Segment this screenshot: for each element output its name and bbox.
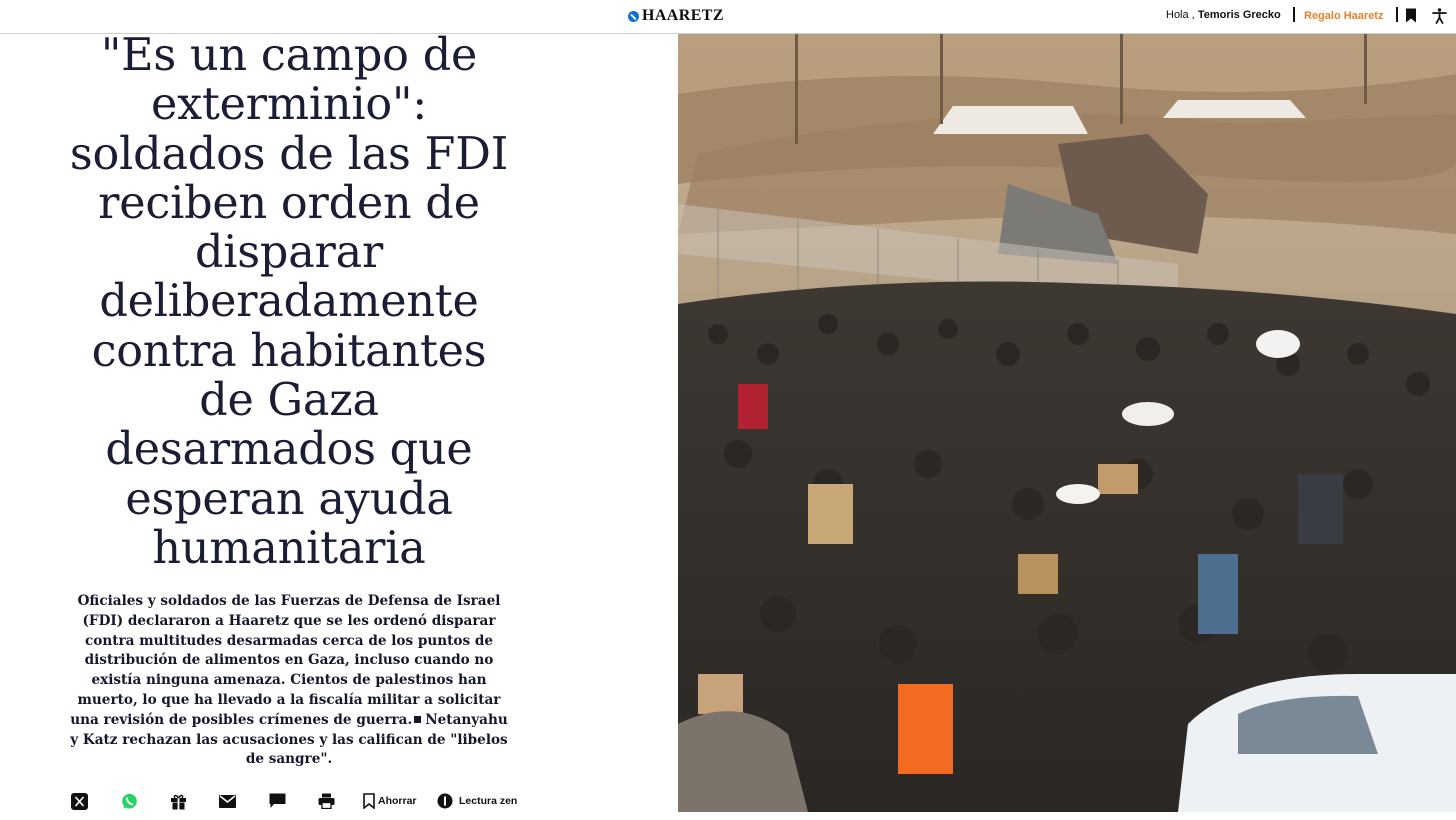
headline-line: desarmados que — [105, 424, 473, 476]
lede-line: (FDI) declararon a Haaretz que se les ordenó disparar — [82, 612, 496, 629]
lede-line: existía ninguna amenaza. Cientos de palestinos han — [91, 672, 487, 689]
headline-line: de Gaza — [199, 375, 379, 427]
lede-line: contra multitudes desarmadas cerca de los puntos de — [84, 632, 494, 649]
headline-line: contra habitantes — [91, 325, 487, 377]
headline-line: exterminio": — [150, 79, 428, 131]
lede-line: Netanyahu — [425, 711, 508, 728]
hero-photo-illustration — [678, 34, 1456, 812]
headline-line: humanitaria — [152, 522, 426, 574]
zen-reading-button[interactable] — [437, 792, 517, 810]
share-gift-button[interactable] — [170, 792, 187, 810]
headline-line: "Es un campo de — [100, 30, 478, 81]
headline-line: disparar — [194, 227, 384, 279]
headline-line: deliberadamente — [99, 276, 479, 328]
haaretz-logo[interactable] — [628, 7, 724, 25]
zen-icon — [437, 793, 453, 809]
headline-line: soldados de las FDI — [69, 128, 509, 180]
lede-line: muerto, lo que ha llevado a la fiscalía militar a solicitar — [77, 691, 501, 708]
whatsapp-icon — [121, 793, 138, 810]
header-divider — [1396, 7, 1398, 22]
bookmark-icon[interactable] — [1405, 8, 1419, 24]
logo-text: HAARETZ — [642, 7, 724, 24]
print-button[interactable] — [318, 792, 335, 810]
lede-line: una revisión de posibles crímenes de guerra. — [70, 711, 413, 728]
top-bar — [0, 0, 1456, 34]
share-toolbar — [0, 788, 620, 814]
header-divider — [1293, 7, 1295, 22]
zen-label: Lectura zen — [459, 795, 518, 807]
headline-line: esperan ayuda — [125, 473, 453, 525]
article-headline — [40, 31, 538, 573]
gift-haaretz-link[interactable]: Regalo Haaretz — [1304, 10, 1384, 22]
save-label: Ahorrar — [378, 795, 417, 807]
user-name: Temoris Grecko — [1197, 9, 1281, 21]
gift-icon — [170, 793, 187, 810]
lede-line: de sangre". — [245, 751, 333, 768]
comments-button[interactable] — [269, 792, 286, 810]
accessibility-icon[interactable] — [1432, 8, 1446, 24]
share-x-button[interactable] — [71, 792, 88, 810]
user-greeting[interactable] — [1166, 9, 1281, 21]
lede-line: Oficiales y soldados de las Fuerzas de Defensa de Israel — [77, 593, 501, 609]
comment-icon — [269, 793, 286, 809]
haaretz-logo-mark-icon — [628, 11, 639, 22]
x-icon — [71, 793, 88, 810]
bookmark-icon — [363, 793, 375, 809]
lede-line: y Katz rechazan las acusaciones y las califican de "libelos — [70, 731, 508, 748]
share-whatsapp-button[interactable] — [121, 792, 138, 810]
greeting-text: Hola , — [1166, 9, 1195, 21]
bullet-square-icon — [414, 716, 421, 723]
article-lede — [64, 592, 514, 770]
hero-photo — [678, 34, 1456, 812]
save-article-button[interactable] — [363, 792, 417, 810]
share-email-button[interactable] — [219, 792, 236, 810]
email-icon — [219, 795, 236, 808]
headline-line: reciben orden de — [98, 177, 480, 229]
print-icon — [318, 793, 335, 809]
lede-line: distribución de alimentos en Gaza, incluso cuando no — [84, 652, 494, 669]
